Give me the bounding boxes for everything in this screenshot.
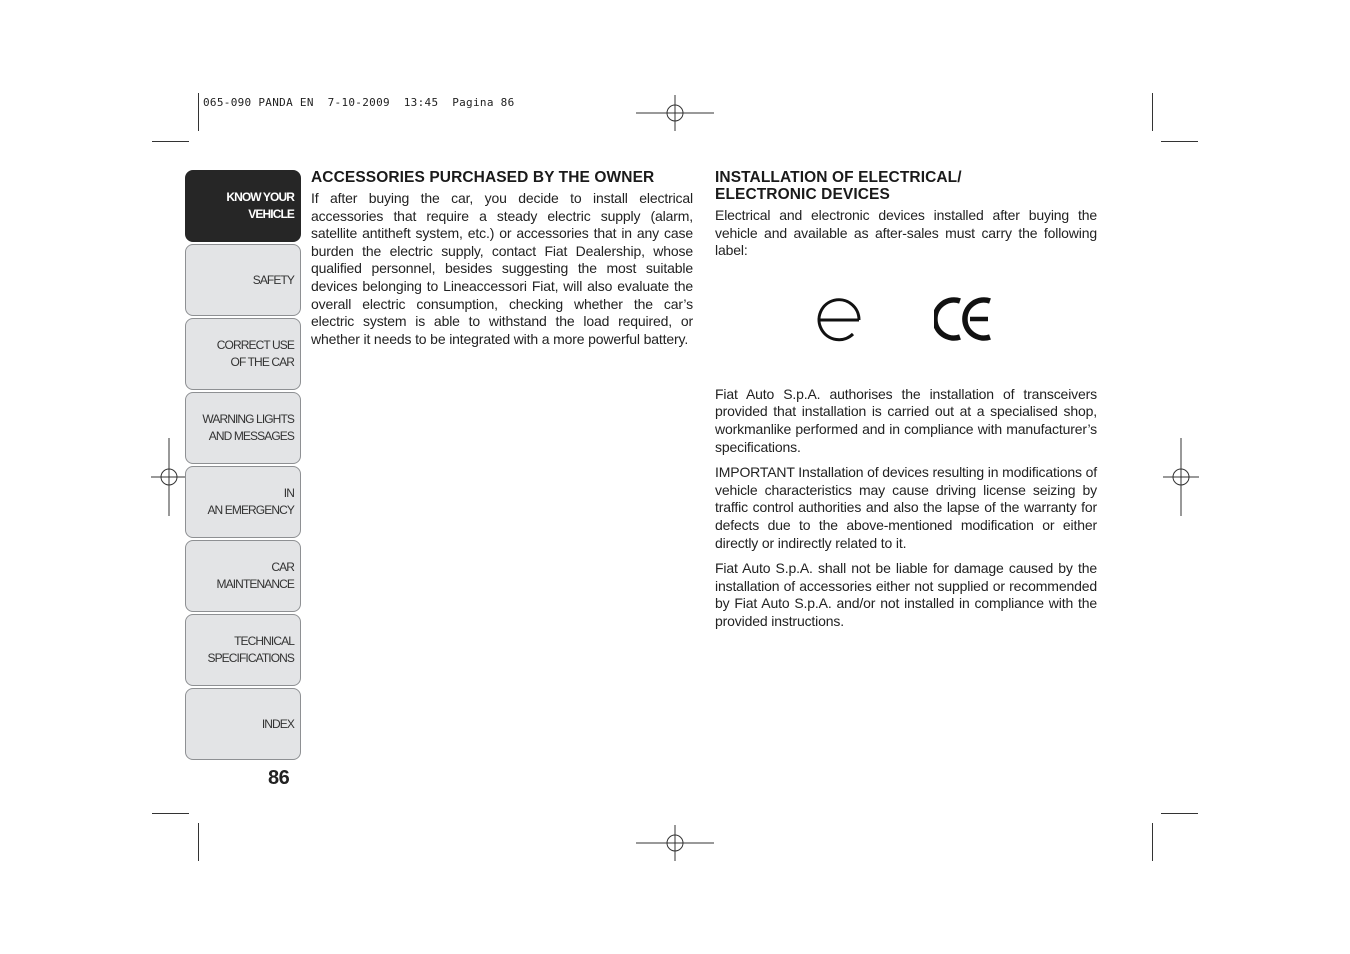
crop-mark: [198, 823, 199, 861]
print-slug: 065-090 PANDA EN 7-10-2009 13:45 Pagina 86: [203, 96, 515, 109]
registration-mark-icon: [636, 804, 714, 882]
tab-car-maintenance[interactable]: [185, 540, 301, 612]
registration-mark-icon: [636, 74, 714, 152]
section-heading: INSTALLATION OF ELECTRICAL/ ELECTRONIC DEVICES: [715, 169, 962, 203]
certification-labels: [715, 268, 1097, 386]
section-heading: ACCESSORIES PURCHASED BY THE OWNER: [311, 169, 655, 186]
tab-label: CAR MAINTENANCE: [216, 560, 294, 591]
crop-mark: [152, 141, 189, 142]
body-paragraph: Electrical and electronic devices installed after buying the vehicle and available as after-sales must carry the following label:: [715, 207, 1097, 259]
crop-mark: [1161, 813, 1198, 814]
crop-mark: [1152, 823, 1153, 861]
body-paragraph: Fiat Auto S.p.A. authorises the installation of transceivers provided that installation is carried out at a specialised shop, workmanlike performed and in compliance with manufacturer’s specifications.: [715, 385, 1097, 455]
ce-mark-icon: [934, 296, 996, 342]
tab-technical-specifications[interactable]: [185, 614, 301, 686]
body-paragraph: IMPORTANT Installation of devices resulting in modifications of vehicle characteristics may cause driving license seizing by traffic control authorities and also the lapse of the warranty for defects due to the above-mentioned modification or either directly or indirectly related to it.: [715, 464, 1097, 551]
crop-mark: [1152, 93, 1153, 131]
tab-label: KNOW YOUR VEHICLE: [226, 190, 294, 221]
left-column: [311, 169, 693, 356]
crop-mark: [1161, 141, 1198, 142]
crop-mark: [152, 813, 189, 814]
tab-label: CORRECT USE OF THE CAR: [216, 338, 294, 369]
tab-index[interactable]: [185, 688, 301, 760]
body-paragraph: Fiat Auto S.p.A. shall not be liable for damage caused by the installation of accessories either not supplied or recommended by Fiat Auto S.p.A. and/or not installed in compliance with the provided instructions.: [715, 560, 1097, 629]
tab-label: WARNING LIGHTS AND MESSAGES: [202, 412, 294, 443]
tab-know-your-vehicle[interactable]: [185, 170, 301, 242]
tab-label: IN AN EMERGENCY: [207, 486, 294, 517]
tab-label: INDEX: [261, 716, 294, 731]
chapter-tabs: [185, 170, 301, 762]
tab-safety[interactable]: [185, 244, 301, 316]
right-column: [715, 169, 1097, 639]
registration-mark-icon: [1142, 438, 1220, 516]
tab-label: TECHNICAL SPECIFICATIONS: [207, 634, 294, 665]
body-paragraph: If after buying the car, you decide to install electrical accessories that require a steady electric supply (alarm, satellite antitheft system, etc.) or accessories that in any case burden the electric supply, contact Fiat Dealership, whose qualified personnel, besides suggesting the most suitable devices belonging to Lineaccessori Fiat, will also evaluate the overall electric consumption, checking whether the car’s electric system is able to withstand the load required, or whether it needs to be integrated with a more powerful battery.: [311, 190, 693, 347]
page-number: 86: [268, 767, 290, 789]
tab-correct-use[interactable]: [185, 318, 301, 390]
tab-emergency[interactable]: [185, 466, 301, 538]
e-mark-icon: [816, 296, 862, 342]
tab-label: SAFETY: [252, 272, 294, 287]
crop-mark: [198, 93, 199, 131]
tab-warning-lights[interactable]: [185, 392, 301, 464]
